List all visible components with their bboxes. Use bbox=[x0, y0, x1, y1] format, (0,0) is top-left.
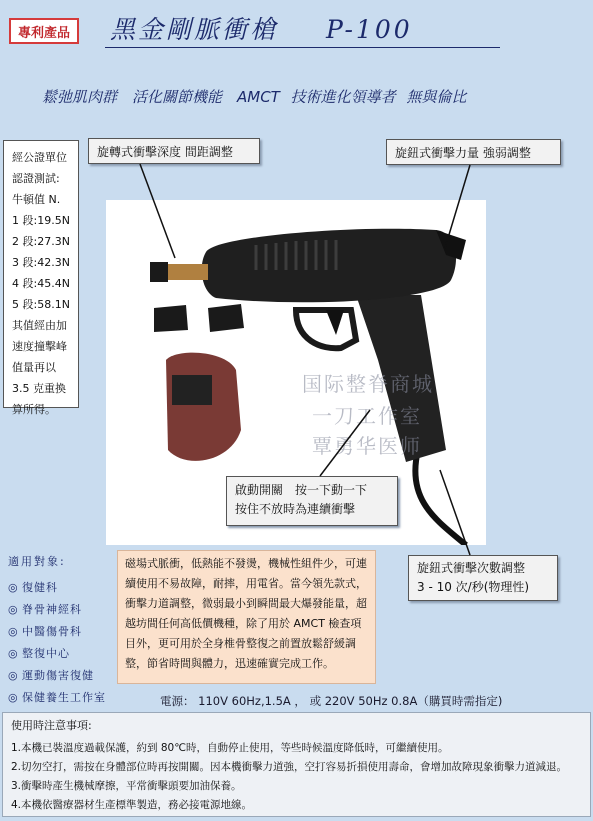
report-line: 牛頓值 N. bbox=[12, 193, 61, 206]
report-line: 5 段:58.1N bbox=[12, 298, 70, 311]
product-name: 黑金剛脈衝槍 bbox=[110, 15, 279, 44]
report-line: 值量再以 bbox=[12, 361, 56, 374]
target-item: ◎ 整復中心 bbox=[8, 643, 118, 665]
target-item: ◎ 保健養生工作室 bbox=[8, 687, 118, 709]
callout-depth: 旋轉式衝擊深度 間距調整 bbox=[88, 138, 260, 164]
patent-badge: 專利產品 bbox=[9, 18, 79, 44]
callout-switch-line1: 啟動開關 按一下動一下 bbox=[235, 483, 368, 497]
report-line: 3.5 克重換 bbox=[12, 382, 66, 395]
pointer-depth bbox=[140, 164, 175, 258]
report-line: 算所得。 bbox=[12, 403, 56, 416]
note-item: 1.本機已裝溫度過載保護，約到 80℃時，自動停止使用，等些時候溫度降低時，可繼續使用。 bbox=[11, 742, 449, 754]
pointer-force bbox=[445, 165, 470, 248]
pointer-rate bbox=[440, 470, 470, 555]
pointer-switch bbox=[320, 410, 370, 476]
product-model: P-100 bbox=[326, 15, 413, 44]
circle-bullet-icon: ◎ bbox=[8, 691, 19, 704]
note-item: 2.切勿空打，需按在身體部位時再按開關。因本機衝擊力道強，空打容易折損使用壽命，會增加故障現象衝擊力道減退。 bbox=[11, 761, 568, 773]
product-description: 磁場式脈衝，低熱能不發燙，機械性組件少，可連續使用不易故障，耐摔，用電省。當今領先款式，衝擊力道調整，微弱最小到瞬間最大爆發能量，超越坊間任何高低價機種，除了用於 AMCT 檢查項目外，更可用於全身椎骨整復之前置放鬆舒緩調整，節省時間與體力，迅速確實完成工作。 bbox=[117, 550, 376, 684]
report-line: 其值經由加 bbox=[12, 319, 67, 332]
circle-bullet-icon: ◎ bbox=[8, 669, 19, 682]
notes-heading: 使用時注意事項: bbox=[11, 719, 92, 732]
report-line: 速度撞擊峰 bbox=[12, 340, 67, 353]
watermark-line-2: 一刀工作室 bbox=[312, 404, 422, 428]
callout-rate-line2: 3 - 10 次/秒(物理性) bbox=[417, 580, 530, 594]
circle-bullet-icon: ◎ bbox=[8, 647, 19, 660]
target-item: ◎ 運動傷害復健 bbox=[8, 665, 118, 687]
target-users bbox=[8, 553, 118, 709]
circle-bullet-icon: ◎ bbox=[8, 581, 19, 594]
target-item: ◎ 中醫傷骨科 bbox=[8, 621, 118, 643]
target-item: ◎ 脊骨神經科 bbox=[8, 599, 118, 621]
report-line: 1 段:19.5N bbox=[12, 214, 70, 227]
circle-bullet-icon: ◎ bbox=[8, 603, 19, 616]
usage-notes bbox=[2, 712, 591, 817]
note-item: 3.衝擊時產生機械摩擦，平常衝擊頭要加油保養。 bbox=[11, 780, 242, 792]
target-item: ◎ 復健科 bbox=[8, 577, 118, 599]
callout-rate-line1: 旋鈕式衝擊次數調整 bbox=[417, 561, 526, 575]
report-line: 4 段:45.4N bbox=[12, 277, 70, 290]
report-line: 經公證單位 bbox=[12, 151, 67, 164]
report-line: 2 段:27.3N bbox=[12, 235, 70, 248]
watermark-line-1: 国际整脊商城 bbox=[302, 372, 434, 396]
callout-force: 旋鈕式衝擊力量 強弱調整 bbox=[386, 139, 561, 165]
report-line: 認證測試: bbox=[12, 172, 60, 185]
report-line: 3 段:42.3N bbox=[12, 256, 70, 269]
target-heading: 適用對象: bbox=[8, 555, 66, 568]
product-subtitle: 鬆弛肌肉群 活化關節機能 AMCT 技術進化領導者 無與倫比 bbox=[42, 88, 467, 106]
watermark-line-3: 覃勇华医师 bbox=[312, 434, 422, 458]
callout-switch-line2: 按住不放時為連續衝擊 bbox=[235, 502, 356, 516]
note-item: 4.本機依醫療器材生產標準製造，務必接電源地線。 bbox=[11, 799, 253, 811]
circle-bullet-icon: ◎ bbox=[8, 625, 19, 638]
power-spec: 電源： 110V 60Hz,1.5A ， 或 220V 50Hz 0.8A（購買時需指定) bbox=[160, 694, 503, 708]
